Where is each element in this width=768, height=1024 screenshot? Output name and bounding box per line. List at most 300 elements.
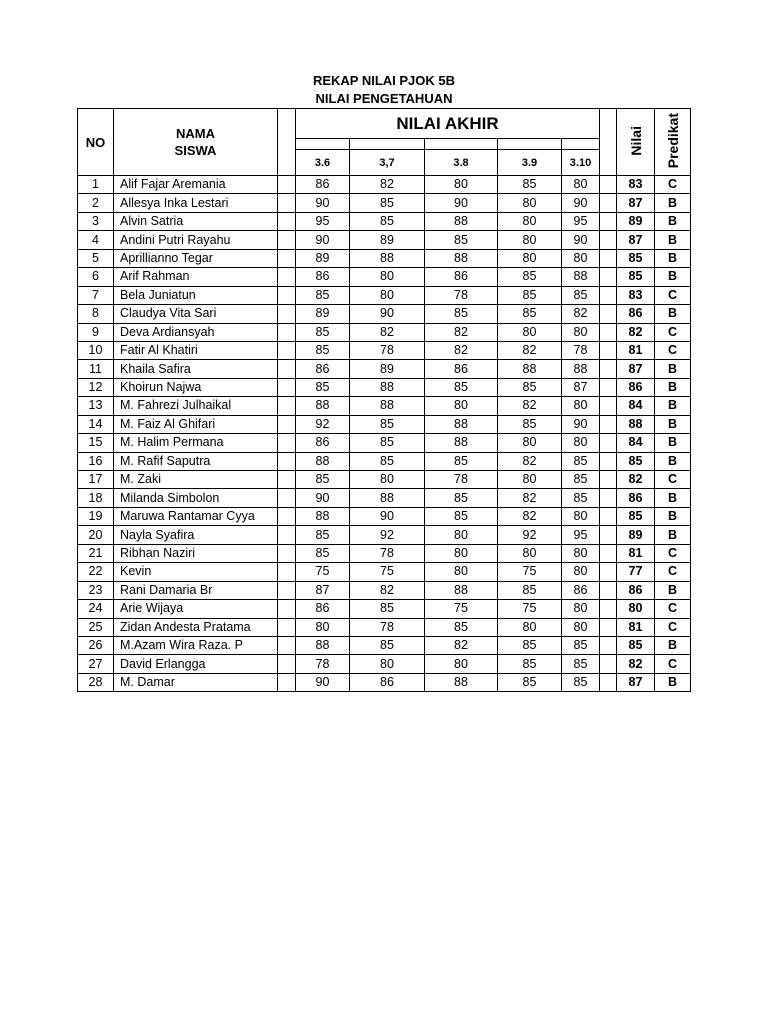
predicate: B [655, 378, 691, 396]
score-3-6: 85 [296, 341, 350, 359]
final-score: 88 [617, 415, 655, 433]
spacer-cell [600, 563, 617, 581]
final-score: 81 [617, 341, 655, 359]
student-name: Kevin [114, 563, 278, 581]
final-score: 77 [617, 563, 655, 581]
score-3-8: 85 [425, 378, 498, 396]
final-score: 85 [617, 636, 655, 654]
score-3-9: 75 [498, 563, 562, 581]
predicate: C [655, 563, 691, 581]
spacer-cell [600, 415, 617, 433]
score-3-9: 85 [498, 415, 562, 433]
spacer-cell [600, 305, 617, 323]
spacer-cell [600, 231, 617, 249]
score-3-7: 88 [350, 397, 425, 415]
table-row [78, 544, 691, 562]
row-number: 6 [78, 268, 114, 286]
student-name: M.Azam Wira Raza. P [114, 636, 278, 654]
final-score: 85 [617, 452, 655, 470]
spacer-cell [278, 323, 296, 341]
student-name: Milanda Simbolon [114, 489, 278, 507]
spacer-cell [278, 415, 296, 433]
score-3-9: 92 [498, 526, 562, 544]
score-3-6: 85 [296, 544, 350, 562]
row-number: 21 [78, 544, 114, 562]
predicate: C [655, 544, 691, 562]
row-number: 24 [78, 600, 114, 618]
score-3-7: 85 [350, 194, 425, 212]
predicate: B [655, 415, 691, 433]
spacer-cell [278, 673, 296, 691]
row-number: 1 [78, 176, 114, 194]
score-3-10: 85 [562, 286, 600, 304]
predicate: B [655, 268, 691, 286]
header-kd-3-8: 3.8 [425, 150, 498, 176]
row-number: 4 [78, 231, 114, 249]
spacer-cell [278, 489, 296, 507]
predicate: B [655, 507, 691, 525]
score-3-10: 87 [562, 378, 600, 396]
score-3-7: 82 [350, 323, 425, 341]
final-score: 86 [617, 378, 655, 396]
score-3-8: 80 [425, 526, 498, 544]
score-3-6: 88 [296, 636, 350, 654]
header-no: NO [78, 109, 114, 176]
spacer-cell [600, 378, 617, 396]
score-3-9: 85 [498, 673, 562, 691]
score-3-8: 85 [425, 489, 498, 507]
table-row [78, 415, 691, 433]
predicate: B [655, 397, 691, 415]
score-3-8: 88 [425, 212, 498, 230]
student-name: Allesya Inka Lestari [114, 194, 278, 212]
student-name: Maruwa Rantamar Cyya [114, 507, 278, 525]
score-3-9: 80 [498, 434, 562, 452]
score-3-7: 89 [350, 360, 425, 378]
spacer-cell [600, 673, 617, 691]
score-3-8: 88 [425, 434, 498, 452]
score-3-10: 80 [562, 249, 600, 267]
score-3-8: 78 [425, 471, 498, 489]
spacer-cell [278, 544, 296, 562]
score-3-7: 80 [350, 471, 425, 489]
score-3-8: 85 [425, 452, 498, 470]
score-3-7: 82 [350, 581, 425, 599]
score-3-10: 88 [562, 360, 600, 378]
spacer-cell [600, 507, 617, 525]
kd-spacer-cell [425, 139, 498, 150]
score-3-10: 85 [562, 673, 600, 691]
final-score: 89 [617, 526, 655, 544]
score-3-7: 90 [350, 305, 425, 323]
score-3-8: 82 [425, 636, 498, 654]
grades-table [77, 108, 691, 692]
final-score: 83 [617, 176, 655, 194]
score-3-10: 90 [562, 194, 600, 212]
score-3-7: 89 [350, 231, 425, 249]
score-3-9: 85 [498, 378, 562, 396]
score-3-8: 88 [425, 415, 498, 433]
spacer-cell [600, 471, 617, 489]
spacer-cell [600, 544, 617, 562]
score-3-9: 85 [498, 305, 562, 323]
score-3-6: 78 [296, 655, 350, 673]
row-number: 11 [78, 360, 114, 378]
spacer-cell [278, 618, 296, 636]
document-subtitle: NILAI PENGETAHUAN [315, 91, 453, 106]
score-3-9: 80 [498, 194, 562, 212]
table-row [78, 360, 691, 378]
score-3-10: 80 [562, 507, 600, 525]
kd-spacer-cell [562, 139, 600, 150]
header-predikat-label: Predikat [664, 112, 681, 169]
score-3-7: 78 [350, 341, 425, 359]
predicate: C [655, 286, 691, 304]
table-row [78, 397, 691, 415]
spacer-cell [600, 194, 617, 212]
score-3-8: 80 [425, 655, 498, 673]
spacer-cell [278, 305, 296, 323]
score-3-9: 82 [498, 452, 562, 470]
header-nama-line2: SISWA [174, 143, 217, 158]
spacer-cell [278, 341, 296, 359]
student-name: Alif Fajar Aremania [114, 176, 278, 194]
student-name: Arie Wijaya [114, 600, 278, 618]
score-3-6: 90 [296, 231, 350, 249]
score-3-8: 78 [425, 286, 498, 304]
spacer-column [600, 109, 617, 176]
table-row [78, 341, 691, 359]
spacer-cell [600, 397, 617, 415]
spacer-cell [278, 434, 296, 452]
score-3-8: 80 [425, 544, 498, 562]
spacer-cell [278, 378, 296, 396]
score-3-8: 85 [425, 507, 498, 525]
row-number: 16 [78, 452, 114, 470]
score-3-6: 88 [296, 507, 350, 525]
student-name: Rani Damaria Br [114, 581, 278, 599]
spacer-cell [278, 581, 296, 599]
score-3-7: 75 [350, 563, 425, 581]
table-row [78, 489, 691, 507]
student-name: Bela Juniatun [114, 286, 278, 304]
score-3-10: 86 [562, 581, 600, 599]
spacer-cell [278, 655, 296, 673]
score-3-9: 85 [498, 176, 562, 194]
table-row [78, 286, 691, 304]
table-row [78, 563, 691, 581]
score-3-6: 95 [296, 212, 350, 230]
score-3-9: 85 [498, 286, 562, 304]
student-name: Khaila Safira [114, 360, 278, 378]
student-name: Ribhan Naziri [114, 544, 278, 562]
score-3-7: 90 [350, 507, 425, 525]
score-3-6: 86 [296, 360, 350, 378]
row-number: 12 [78, 378, 114, 396]
score-3-6: 88 [296, 397, 350, 415]
spacer-cell [600, 600, 617, 618]
spacer-cell [278, 563, 296, 581]
score-3-8: 88 [425, 249, 498, 267]
table-row [78, 305, 691, 323]
score-3-6: 75 [296, 563, 350, 581]
spacer-cell [600, 526, 617, 544]
spacer-cell [278, 268, 296, 286]
student-name: M. Zaki [114, 471, 278, 489]
row-number: 26 [78, 636, 114, 654]
table-row [78, 249, 691, 267]
score-3-7: 85 [350, 434, 425, 452]
score-3-8: 85 [425, 231, 498, 249]
score-3-6: 90 [296, 489, 350, 507]
score-3-9: 80 [498, 249, 562, 267]
score-3-7: 85 [350, 600, 425, 618]
predicate: B [655, 305, 691, 323]
predicate: B [655, 212, 691, 230]
final-score: 80 [617, 600, 655, 618]
row-number: 13 [78, 397, 114, 415]
row-number: 9 [78, 323, 114, 341]
score-3-9: 82 [498, 507, 562, 525]
score-3-9: 85 [498, 655, 562, 673]
predicate: B [655, 194, 691, 212]
score-3-7: 78 [350, 544, 425, 562]
spacer-column [278, 109, 296, 176]
spacer-cell [278, 600, 296, 618]
student-name: M. Faiz Al Ghifari [114, 415, 278, 433]
table-row [78, 378, 691, 396]
final-score: 86 [617, 305, 655, 323]
spacer-cell [278, 397, 296, 415]
spacer-cell [600, 268, 617, 286]
table-row [78, 526, 691, 544]
spacer-cell [278, 194, 296, 212]
final-score: 86 [617, 581, 655, 599]
score-3-6: 88 [296, 452, 350, 470]
score-3-10: 90 [562, 231, 600, 249]
predicate: C [655, 618, 691, 636]
predicate: B [655, 636, 691, 654]
kd-spacer-cell [350, 139, 425, 150]
predicate: B [655, 581, 691, 599]
student-name: M. Fahrezi Julhaikal [114, 397, 278, 415]
spacer-cell [278, 176, 296, 194]
student-name: Andini Putri Rayahu [114, 231, 278, 249]
predicate: C [655, 341, 691, 359]
row-number: 15 [78, 434, 114, 452]
table-row [78, 176, 691, 194]
score-3-10: 80 [562, 563, 600, 581]
table-row [78, 636, 691, 654]
score-3-6: 90 [296, 673, 350, 691]
score-3-8: 88 [425, 581, 498, 599]
header-kd-3-6: 3.6 [296, 150, 350, 176]
final-score: 87 [617, 194, 655, 212]
header-predikat [655, 109, 691, 176]
header-nilai-akhir: NILAI AKHIR [296, 109, 600, 139]
final-score: 85 [617, 507, 655, 525]
spacer-cell [600, 489, 617, 507]
score-3-10: 82 [562, 305, 600, 323]
score-3-8: 82 [425, 323, 498, 341]
header-kd-3-10: 3.10 [562, 150, 600, 176]
row-number: 22 [78, 563, 114, 581]
score-3-7: 92 [350, 526, 425, 544]
row-number: 23 [78, 581, 114, 599]
predicate: B [655, 249, 691, 267]
score-3-8: 80 [425, 176, 498, 194]
score-3-8: 88 [425, 673, 498, 691]
table-row [78, 212, 691, 230]
score-3-9: 80 [498, 544, 562, 562]
final-score: 84 [617, 397, 655, 415]
table-row [78, 194, 691, 212]
predicate: C [655, 323, 691, 341]
score-3-8: 86 [425, 360, 498, 378]
score-3-6: 86 [296, 176, 350, 194]
final-score: 85 [617, 268, 655, 286]
row-number: 14 [78, 415, 114, 433]
table-row [78, 231, 691, 249]
score-3-6: 92 [296, 415, 350, 433]
student-name: Arif Rahman [114, 268, 278, 286]
score-3-10: 90 [562, 415, 600, 433]
final-score: 84 [617, 434, 655, 452]
score-3-8: 80 [425, 397, 498, 415]
score-3-9: 75 [498, 600, 562, 618]
score-3-10: 80 [562, 544, 600, 562]
predicate: C [655, 655, 691, 673]
row-number: 18 [78, 489, 114, 507]
student-name: Khoirun Najwa [114, 378, 278, 396]
score-3-7: 82 [350, 176, 425, 194]
score-3-10: 85 [562, 452, 600, 470]
score-3-9: 80 [498, 471, 562, 489]
predicate: B [655, 526, 691, 544]
final-score: 82 [617, 323, 655, 341]
spacer-cell [278, 507, 296, 525]
final-score: 82 [617, 471, 655, 489]
score-3-10: 80 [562, 600, 600, 618]
score-3-9: 82 [498, 341, 562, 359]
spacer-cell [278, 636, 296, 654]
row-number: 7 [78, 286, 114, 304]
student-name: Zidan Andesta Pratama [114, 618, 278, 636]
spacer-cell [600, 212, 617, 230]
score-3-6: 89 [296, 305, 350, 323]
student-name: Claudya Vita Sari [114, 305, 278, 323]
final-score: 82 [617, 655, 655, 673]
score-3-6: 85 [296, 378, 350, 396]
score-3-7: 86 [350, 673, 425, 691]
student-name: David Erlangga [114, 655, 278, 673]
header-nama-line1: NAMA [176, 126, 215, 141]
score-3-9: 82 [498, 397, 562, 415]
table-row [78, 452, 691, 470]
score-3-10: 80 [562, 176, 600, 194]
final-score: 87 [617, 673, 655, 691]
score-3-7: 88 [350, 249, 425, 267]
spacer-cell [278, 452, 296, 470]
score-3-9: 80 [498, 618, 562, 636]
final-score: 89 [617, 212, 655, 230]
spacer-cell [278, 526, 296, 544]
score-3-8: 85 [425, 305, 498, 323]
student-name: Deva Ardiansyah [114, 323, 278, 341]
row-number: 5 [78, 249, 114, 267]
final-score: 87 [617, 231, 655, 249]
student-name: M. Damar [114, 673, 278, 691]
score-3-10: 80 [562, 323, 600, 341]
score-3-6: 86 [296, 268, 350, 286]
final-score: 85 [617, 249, 655, 267]
predicate: C [655, 176, 691, 194]
student-name: Alvin Satria [114, 212, 278, 230]
header-kd-3-9: 3.9 [498, 150, 562, 176]
predicate: B [655, 231, 691, 249]
table-row [78, 581, 691, 599]
score-3-10: 85 [562, 655, 600, 673]
score-3-6: 86 [296, 600, 350, 618]
table-row [78, 507, 691, 525]
score-3-10: 95 [562, 212, 600, 230]
kd-spacer-cell [296, 139, 350, 150]
row-number: 28 [78, 673, 114, 691]
score-3-9: 80 [498, 231, 562, 249]
score-3-10: 88 [562, 268, 600, 286]
score-3-7: 85 [350, 212, 425, 230]
score-3-10: 95 [562, 526, 600, 544]
spacer-cell [600, 249, 617, 267]
score-3-7: 80 [350, 286, 425, 304]
spacer-cell [278, 231, 296, 249]
row-number: 3 [78, 212, 114, 230]
row-number: 27 [78, 655, 114, 673]
spacer-cell [278, 249, 296, 267]
score-3-8: 75 [425, 600, 498, 618]
spacer-cell [278, 212, 296, 230]
table-row [78, 600, 691, 618]
score-3-10: 78 [562, 341, 600, 359]
student-name: Fatir Al Khatiri [114, 341, 278, 359]
spacer-cell [600, 636, 617, 654]
score-3-9: 88 [498, 360, 562, 378]
score-3-10: 80 [562, 618, 600, 636]
spacer-cell [600, 341, 617, 359]
table-row [78, 323, 691, 341]
student-name: M. Halim Permana [114, 434, 278, 452]
score-3-9: 80 [498, 212, 562, 230]
final-score: 81 [617, 618, 655, 636]
score-3-7: 85 [350, 415, 425, 433]
score-3-8: 85 [425, 618, 498, 636]
table-row [78, 673, 691, 691]
header-nama-siswa [114, 109, 278, 176]
score-3-7: 80 [350, 268, 425, 286]
table-row [78, 268, 691, 286]
score-3-8: 86 [425, 268, 498, 286]
spacer-cell [600, 452, 617, 470]
row-number: 8 [78, 305, 114, 323]
student-name: Nayla Syafira [114, 526, 278, 544]
table-row [78, 471, 691, 489]
document-title: REKAP NILAI PJOK 5B [312, 73, 456, 88]
spacer-cell [278, 286, 296, 304]
score-3-10: 85 [562, 489, 600, 507]
score-3-7: 85 [350, 636, 425, 654]
score-3-10: 80 [562, 434, 600, 452]
score-3-6: 89 [296, 249, 350, 267]
